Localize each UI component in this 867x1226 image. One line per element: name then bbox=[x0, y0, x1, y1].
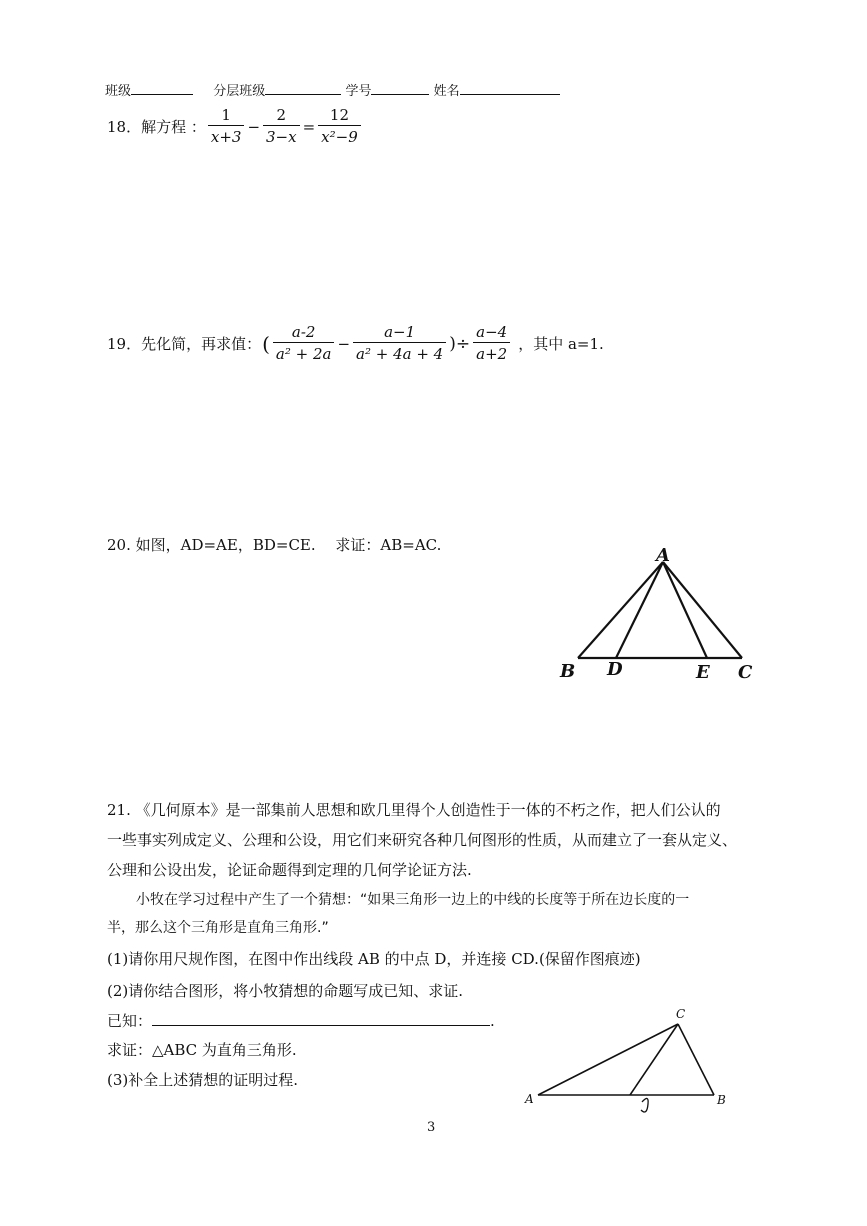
label-b: B bbox=[560, 661, 576, 682]
q21-line-3: 公理和公设出发，论证命题得到定理的几何学论证方法. bbox=[107, 861, 472, 879]
fraction-numerator: a−1 bbox=[384, 323, 416, 341]
q21-figure bbox=[518, 1000, 738, 1122]
known-period: . bbox=[490, 1012, 495, 1030]
name-label: 姓名 bbox=[433, 84, 460, 99]
class-blank bbox=[131, 82, 193, 95]
fraction-numerator: 2 bbox=[276, 106, 287, 124]
q19-label: 19．先化简，再求值： bbox=[107, 335, 262, 353]
fraction-numerator: 12 bbox=[329, 106, 350, 124]
q21-line-2: 一些事实列成定义、公理和公设，用它们来研究各种几何图形的性质，从而建立了一套从定义、 bbox=[107, 831, 738, 849]
question-19 bbox=[107, 322, 604, 365]
known-blank bbox=[152, 1009, 490, 1026]
page-number: 3 bbox=[427, 1120, 436, 1135]
question-18 bbox=[107, 105, 363, 148]
segment-ab bbox=[578, 562, 663, 658]
q21-line-1: 21. 《几何原本》是一部集前人思想和欧几里得个人创造性于一体的不朽之作，把人们公认的 bbox=[107, 801, 721, 819]
q19-fraction-1 bbox=[273, 322, 335, 365]
q21-part-3: (3)补全上述猜想的证明过程. bbox=[107, 1071, 299, 1089]
q18-fraction-3 bbox=[318, 105, 361, 148]
segment-cd bbox=[630, 1024, 678, 1095]
q18-label: 18．解方程 ： bbox=[107, 118, 206, 136]
fraction-numerator: a-2 bbox=[291, 323, 316, 341]
label-c: C bbox=[676, 1007, 686, 1021]
label-a: A bbox=[525, 1092, 534, 1106]
q19-condition: ，其中 a=1. bbox=[518, 335, 604, 353]
q21-prove: 求证：△ABC 为直角三角形. bbox=[107, 1041, 297, 1059]
q18-fraction-2 bbox=[263, 105, 300, 148]
label-a: A bbox=[656, 545, 670, 566]
segment-ad bbox=[616, 562, 663, 658]
segment-cb bbox=[678, 1024, 714, 1095]
minus-sign: − bbox=[247, 117, 261, 136]
number-blank bbox=[371, 82, 429, 95]
minus-sign: − bbox=[337, 334, 351, 353]
label-b: B bbox=[717, 1093, 726, 1107]
q20-text: 20. 如图，AD=AE，BD=CE. 求证：AB=AC. bbox=[107, 536, 442, 554]
q19-fraction-2 bbox=[353, 322, 446, 365]
segment-ac bbox=[663, 562, 742, 658]
fraction-denominator: a+2 bbox=[473, 342, 510, 365]
class-label: 班级 bbox=[105, 84, 132, 99]
q20-figure bbox=[550, 545, 770, 685]
fraction-numerator: 1 bbox=[221, 106, 231, 124]
name-blank bbox=[460, 82, 560, 95]
close-paren-divide: )÷ bbox=[449, 333, 471, 354]
fraction-denominator: x+3 bbox=[208, 125, 245, 148]
known-label: 已知： bbox=[107, 1012, 153, 1030]
fraction-denominator: 3−x bbox=[263, 125, 300, 148]
label-d: D bbox=[607, 659, 623, 680]
fraction-numerator: a−4 bbox=[476, 323, 508, 341]
fraction-denominator: a² + 4a + 4 bbox=[353, 342, 446, 365]
segment-ae bbox=[663, 562, 707, 658]
layer-label: 分层班级 bbox=[213, 84, 266, 99]
segment-ac bbox=[538, 1024, 678, 1095]
header-row bbox=[105, 80, 560, 99]
q18-fraction-1 bbox=[208, 105, 245, 148]
equals-sign: = bbox=[302, 117, 316, 136]
fraction-denominator: a² + 2a bbox=[273, 342, 335, 365]
handwritten-d-mark bbox=[641, 1098, 648, 1112]
q21-part-2: (2)请你结合图形，将小牧猜想的命题写成已知、求证. bbox=[107, 982, 464, 1000]
label-e: E bbox=[696, 662, 710, 683]
q21-line-5: 半，那么这个三角形是直角三角形.” bbox=[107, 920, 329, 936]
label-c: C bbox=[738, 662, 753, 683]
q21-line-4: 小牧在学习过程中产生了一个猜想：“如果三角形一边上的中线的长度等于所在边长度的一 bbox=[136, 892, 690, 908]
layer-blank bbox=[265, 82, 341, 95]
q21-known-row bbox=[107, 1007, 495, 1035]
q21-part-1: (1)请你用尺规作图，在图中作出线段 AB 的中点 D，并连接 CD.(保留作图痕迹) bbox=[107, 950, 641, 968]
q19-fraction-3 bbox=[473, 322, 510, 365]
open-paren: ( bbox=[262, 331, 270, 356]
fraction-denominator: x²−9 bbox=[318, 125, 361, 148]
number-label: 学号 bbox=[345, 84, 372, 99]
